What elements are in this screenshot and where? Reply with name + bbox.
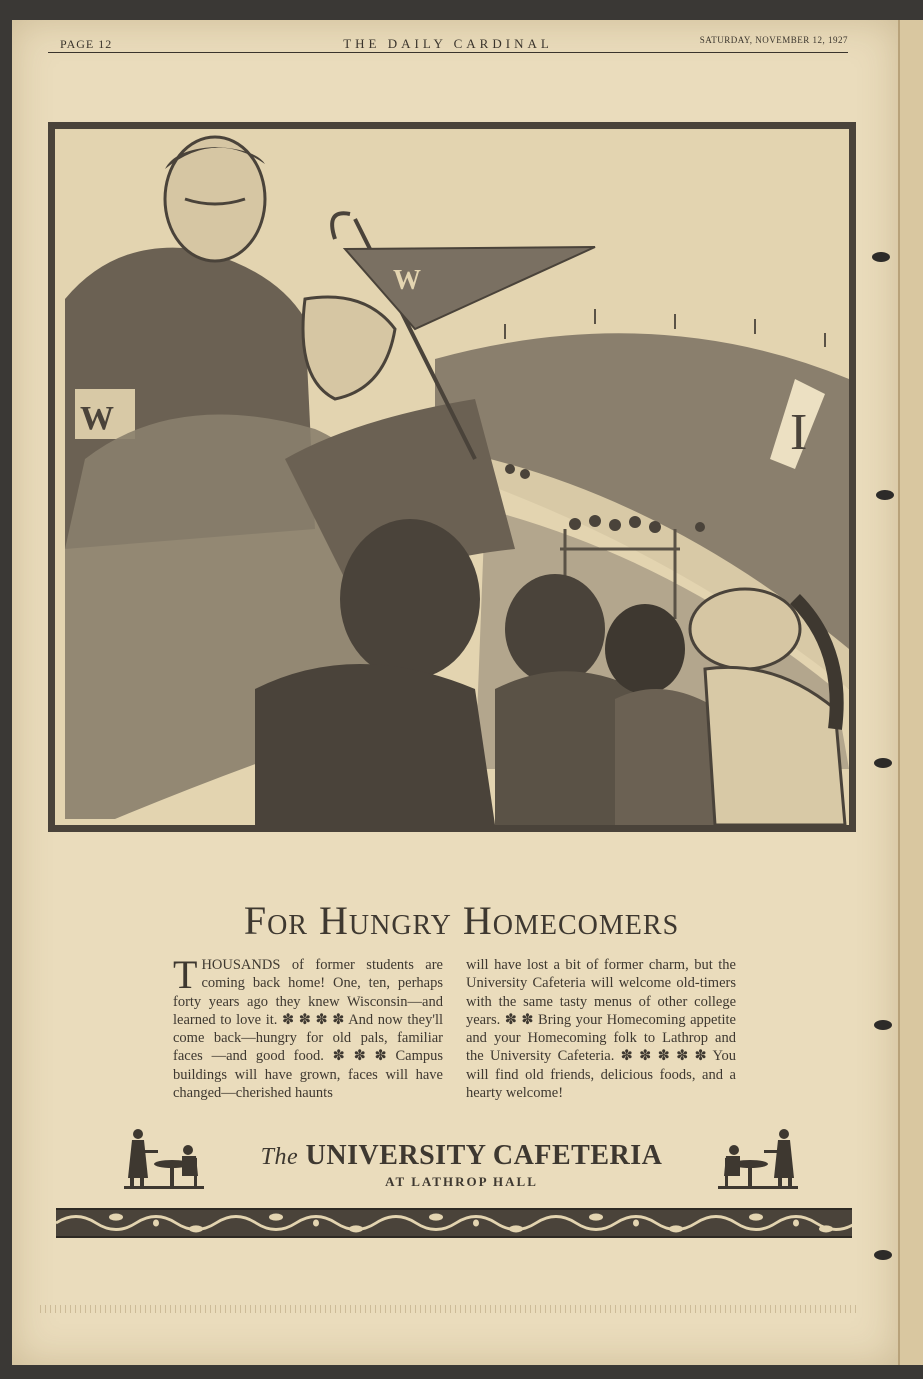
decorative-vine-border bbox=[56, 1208, 852, 1238]
masthead: THE DAILY CARDINAL bbox=[343, 36, 553, 51]
ad-headline: For Hungry Homecomers bbox=[243, 898, 680, 943]
brand-location: AT LATHROP HALL bbox=[385, 1174, 538, 1189]
page-tear bbox=[874, 758, 892, 768]
page-tear bbox=[874, 1250, 892, 1260]
brand-article: The bbox=[260, 1144, 299, 1170]
page-number: PAGE 12 bbox=[60, 37, 113, 51]
drop-cap: T bbox=[173, 952, 198, 997]
cafeteria-logo bbox=[0, 1140, 923, 1190]
page-tear bbox=[876, 490, 894, 500]
brand-name: UNIVERSITY CAFETERIA bbox=[305, 1140, 663, 1171]
ad-column-right bbox=[466, 956, 736, 1102]
page-tear bbox=[872, 252, 890, 262]
page-edge-ruler bbox=[40, 1305, 860, 1313]
stadium-mark: I bbox=[790, 404, 808, 461]
issue-date: SATURDAY, NOVEMBER 12, 1927 bbox=[699, 35, 848, 45]
pennant-letter: W bbox=[393, 265, 421, 296]
banner-letter: W bbox=[80, 400, 114, 437]
ad-column-left bbox=[173, 952, 443, 1102]
column-text: HOUSANDS of former students are coming back home! One, ten, perhaps forty years ago they knew Wisconsin—and learned to love it. ✽ ✽ ✽ ✽ And now they'll come back—hungry for old pals, familiar faces —and good food. ✽ ✽ ✽ Campus buildings will have grown, faces will have changed—cherished haunts bbox=[173, 957, 443, 1102]
column-text: will have lost a bit of former charm, but the University Cafeteria will welcome old-timers with the same tasty menus of other college years. ✽ ✽ Bring your Homecoming appetite and your Homecoming folk to Lathrop and the University Cafeteria. ✽ ✽ ✽ ✽ ✽ You will find old friends, delicious foods, and a hearty welcome! bbox=[466, 957, 736, 1102]
homecoming-illustration bbox=[48, 122, 856, 832]
page-header bbox=[48, 34, 848, 53]
page-tear bbox=[874, 1020, 892, 1030]
